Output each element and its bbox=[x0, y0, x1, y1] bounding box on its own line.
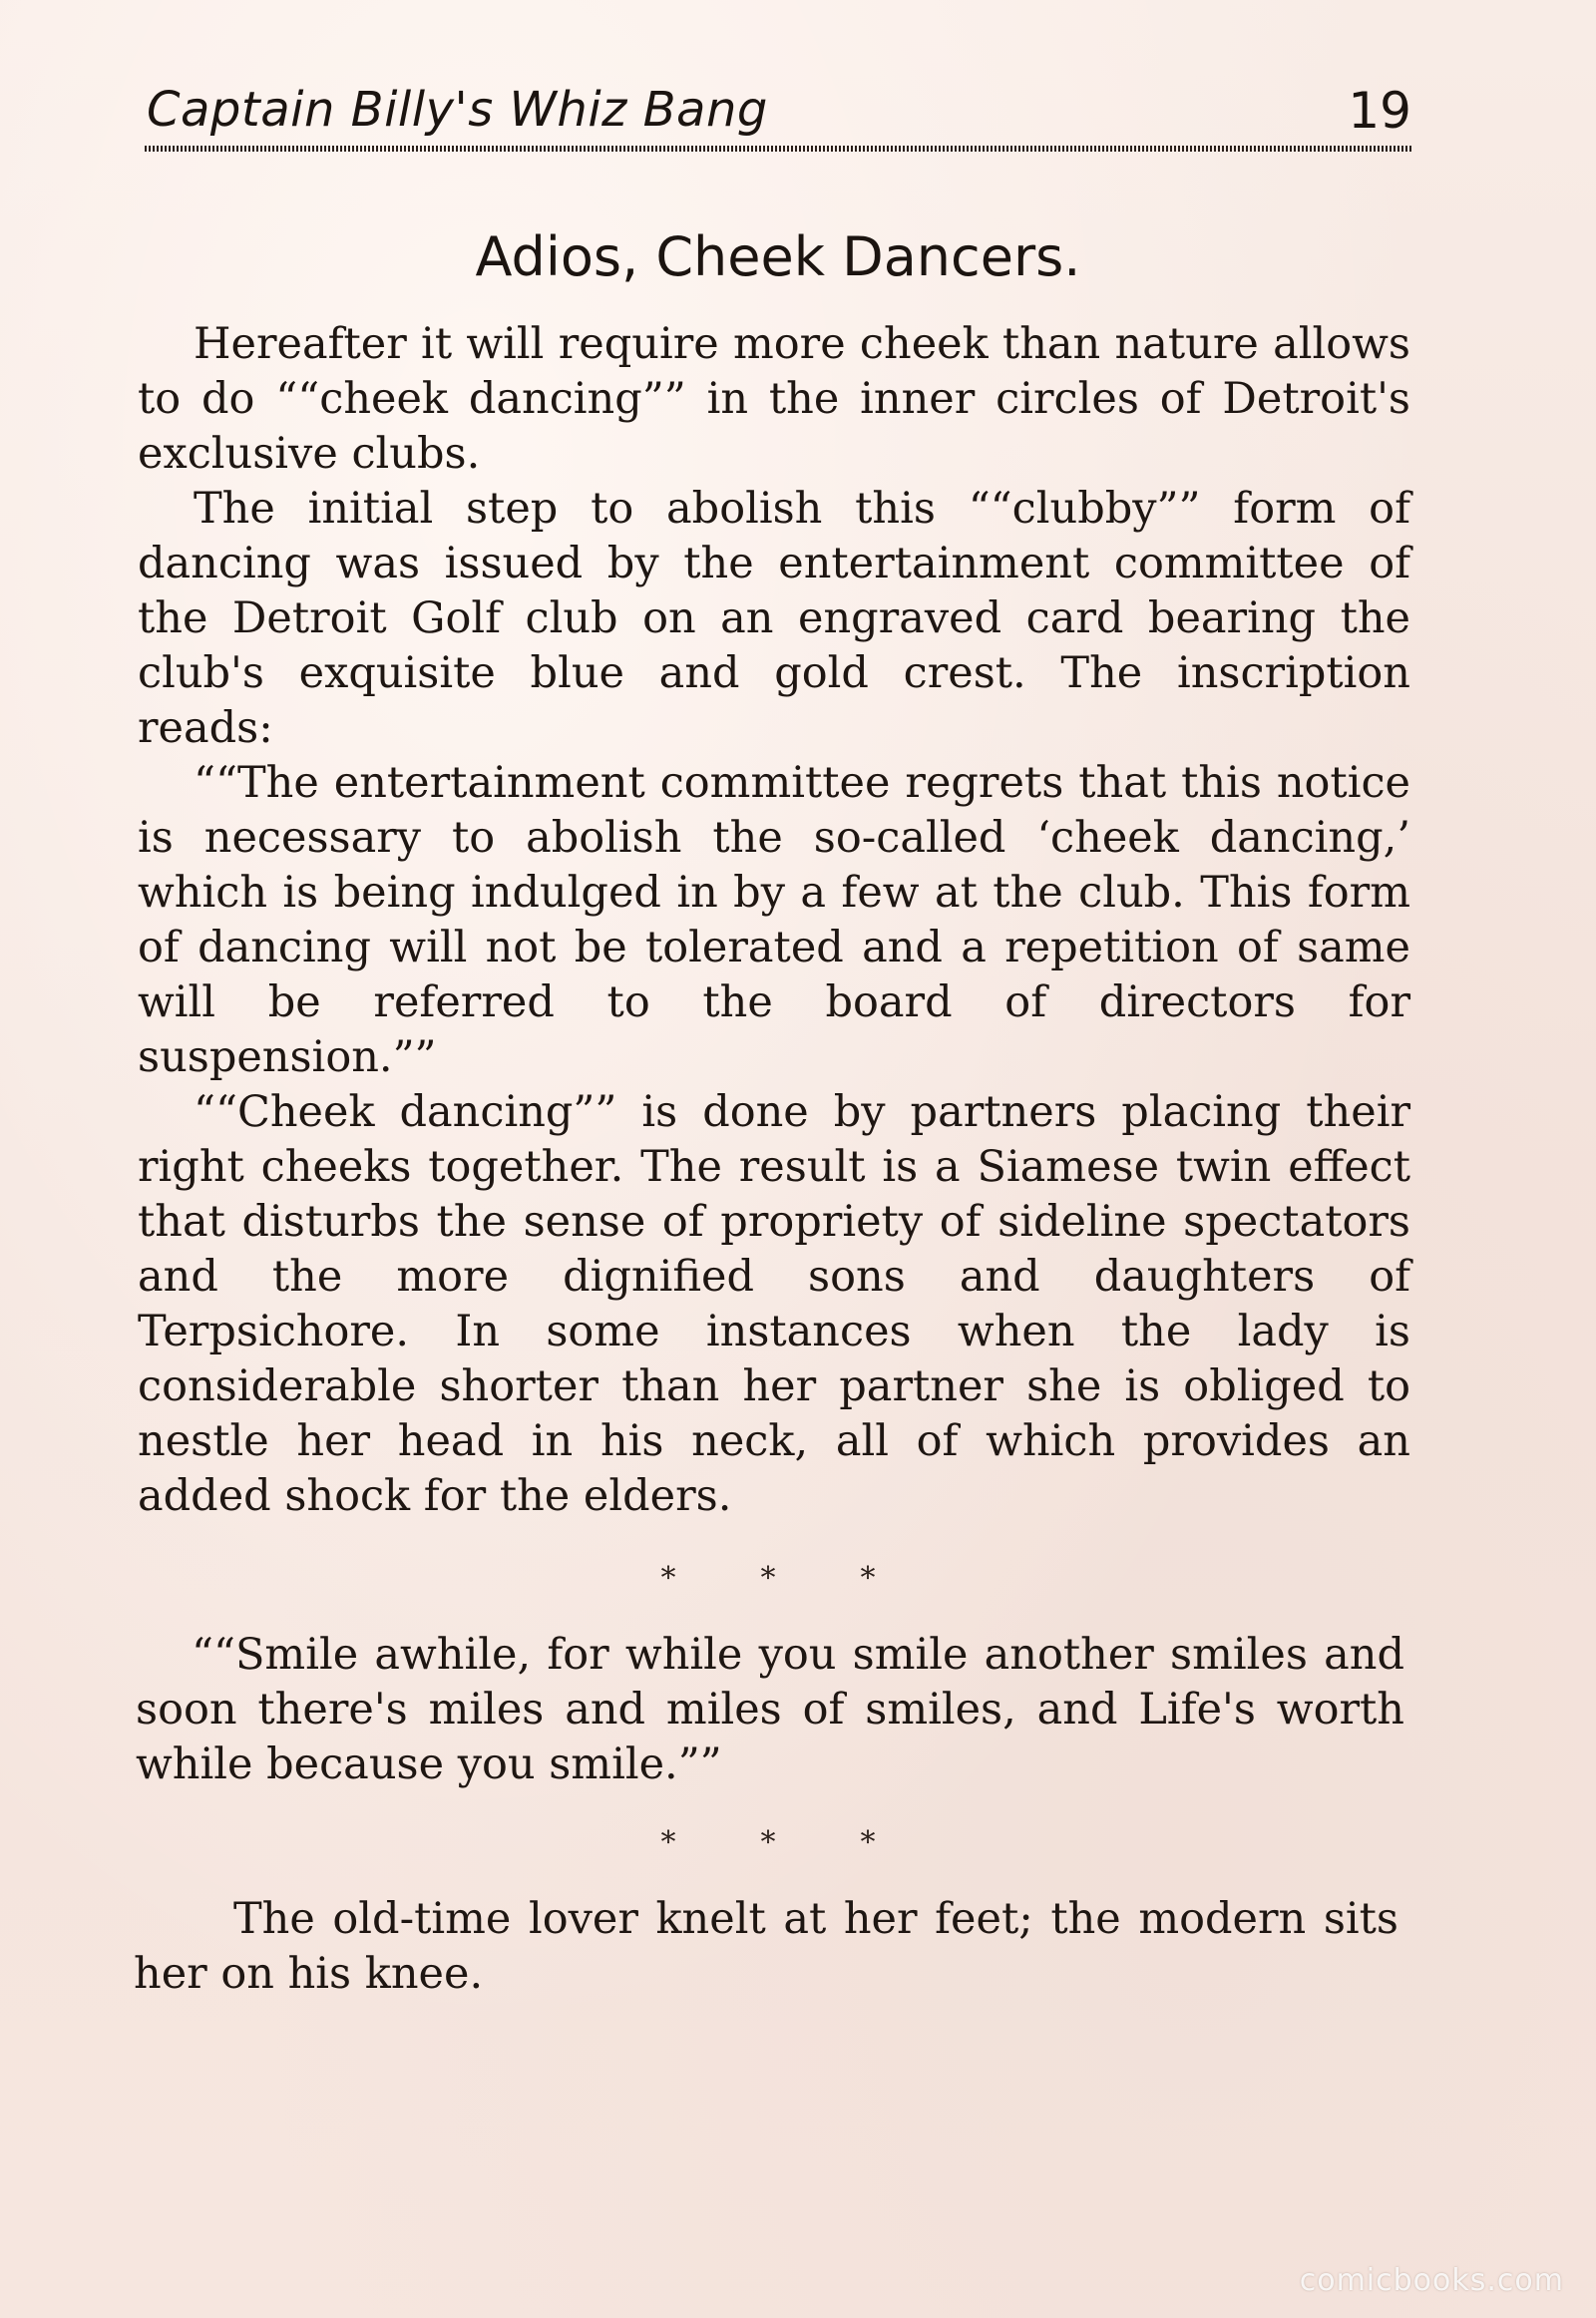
quote-block bbox=[136, 1628, 1404, 1792]
article-paragraph: ““Cheek dancing”” is done by partners placing their right cheeks together. The result is a Siamese twin effect that disturbs the sense of propriety of sideline spectators and the more dignified sons and daughters of Terpsichore. In some instances when the lady is considerable shorter than her partner she is obliged to nestle her head in his neck, all of which provides an added shock for the elders. bbox=[138, 1087, 1410, 1521]
magazine-title: Captain Billy's Whiz Bang bbox=[147, 82, 768, 138]
quote-paragraph: ““Smile awhile, for while you smile another smiles and soon there's miles and miles of smiles, and Life's worth while because you smile.”” bbox=[136, 1630, 1404, 1789]
article-body bbox=[138, 317, 1410, 1524]
header-rule bbox=[145, 146, 1411, 152]
joke-block bbox=[134, 1892, 1398, 2002]
running-head bbox=[145, 82, 1411, 152]
page-number: 19 bbox=[1348, 82, 1411, 140]
article-paragraph: ““The entertainment committee regrets that this notice is necessary to abolish the so-called ‘cheek dancing,’ which is being indulged in by a few at the club. This form of dancing will not be tolerated and a repetition of same will be referred to the board of directors for suspension.”” bbox=[138, 758, 1410, 1082]
article-paragraph: The initial step to abolish this ““clubby”” form of dancing was issued by the entertainment committee of the Detroit Golf club on an engraved card bearing the club's exquisite blue and gold crest. The inscription reads: bbox=[138, 484, 1410, 753]
asterisk: * bbox=[660, 1825, 676, 1860]
joke-paragraph: The old-time lover knelt at her feet; the modern sits her on his knee. bbox=[134, 1894, 1398, 1999]
asterisk: * bbox=[660, 1561, 676, 1596]
asterisk: * bbox=[860, 1561, 876, 1596]
asterisk: * bbox=[760, 1825, 776, 1860]
asterisk: * bbox=[760, 1561, 776, 1596]
asterisk: * bbox=[860, 1825, 876, 1860]
asterism-separator bbox=[618, 1561, 918, 1596]
watermark: comicbooks.com bbox=[1299, 2263, 1564, 2298]
article-title: Adios, Cheek Dancers. bbox=[475, 225, 1081, 288]
article-paragraph: Hereafter it will require more cheek than nature allows to do ““cheek dancing”” in the inner circles of Detroit's exclusive clubs. bbox=[138, 319, 1410, 479]
asterism-separator bbox=[618, 1825, 918, 1860]
